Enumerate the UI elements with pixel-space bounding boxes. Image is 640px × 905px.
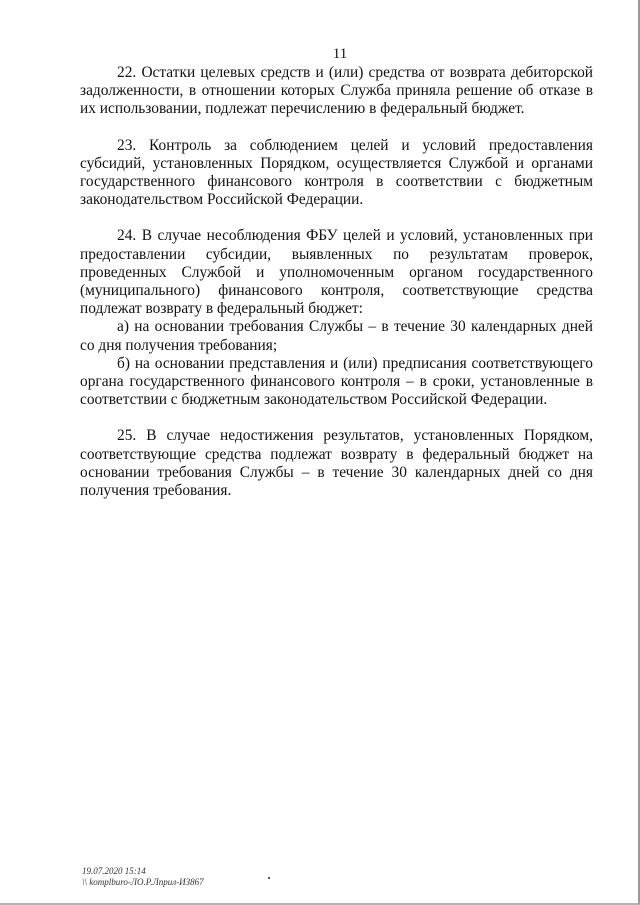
footer-date: 19.07.2020 15:14 [82, 866, 146, 876]
paragraph-24: 24. В случае несоблюдения ФБУ целей и условий, установленных при предоставлении субсидии, выявленных по результатам проверок, проведенных Службой и уполномоченным органом государственного (муниципального) финансового контроля, соответствующие средства подлежат возврату в федеральный бюджет: [80, 227, 593, 318]
paragraph-gap [80, 409, 593, 427]
scan-speck [268, 877, 270, 879]
document-body [80, 64, 593, 500]
paragraph-24-item-a: а) на основании требования Службы – в течение 30 календарных дней со дня получения требования; [80, 318, 593, 354]
paragraph-23: 23. Контроль за соблюдением целей и условий предоставления субсидий, установленных Порядком, осуществляется Службой и органами государственного финансового контроля в соответствии с бюджетным законодательством Российской Федерации. [80, 136, 593, 209]
paragraph-22: 22. Остатки целевых средств и (или) средства от возврата дебиторской задолженности, в отношении которых Служба приняла решение об отказе в их использовании, подлежат перечислению в федеральный бюджет. [80, 64, 593, 118]
footer-file-path: \\ komplburo-ЛО.Р.Лприл-ИЗ867 [82, 877, 204, 887]
paragraph-gap [80, 209, 593, 227]
paragraph-25: 25. В случае недостижения результатов, установленных Порядком, соответствующие средства подлежат возврату в федеральный бюджет на основании требования Службы – в течение 30 календарных дней со дня получения требования. [80, 427, 593, 500]
paragraph-gap [80, 119, 593, 137]
page-number: 11 [332, 46, 348, 62]
paragraph-24-item-b: б) на основании представления и (или) предписания соответствующего органа государственного финансового контроля – в сроки, установленные в соответствии с бюджетным законодательством Российской Федерации. [80, 354, 593, 409]
